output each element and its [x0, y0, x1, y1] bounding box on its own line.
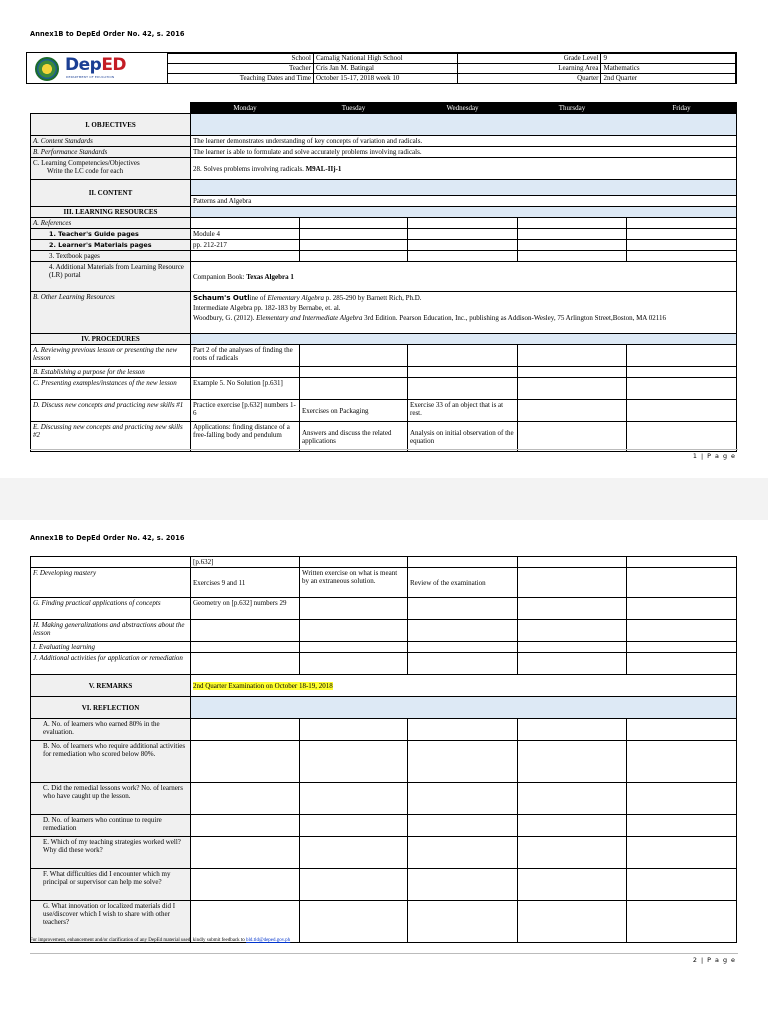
proc-i-label: I. Evaluating learning — [31, 642, 191, 653]
content-heading: II. CONTENT — [31, 180, 191, 207]
schaums-title-b: ine of — [249, 294, 268, 302]
proc-d-tuesday: Exercises on Packaging — [300, 400, 408, 422]
proc-e-tuesday: Answers and discuss the related applications — [300, 422, 408, 452]
day-wednesday: Wednesday — [408, 103, 518, 114]
content-standards-label: A. Content Standards — [31, 136, 191, 147]
other-resources-label: B. Other Learning Resources — [31, 292, 191, 334]
page-2 — [0, 520, 768, 1024]
proc-a-label: A. Reviewing previous lesson or presenting the new lesson — [31, 345, 191, 367]
proc-g-label: G. Finding practical applications of concepts — [31, 598, 191, 620]
dll-table-page1 — [30, 102, 737, 452]
competency-text: 28. Solves problems involving radicals. — [193, 164, 304, 173]
page-number-2: 2 | P a g e — [692, 956, 736, 964]
feedback-email-link[interactable]: bld.tld@deped.gov.ph — [246, 938, 291, 943]
reflection-q-f: F. What difficulties did I encounter which my principal or supervisor can help me solve? — [31, 869, 191, 901]
proc-f-label: F. Developing mastery — [31, 568, 191, 598]
cont-monday: [p.632] — [191, 557, 300, 568]
page-number-1: 1 | P a g e — [692, 452, 736, 460]
learners-materials-label: 2. Learner's Materials pages — [31, 240, 191, 251]
proc-e-monday: Applications: finding distance of a free-falling body and pendulum — [191, 422, 300, 452]
competency-code: M9AL-IIj-1 — [305, 164, 342, 173]
teachers-guide-label: 1. Teacher's Guide pages — [31, 229, 191, 240]
deped-logo: DepED — [65, 55, 127, 75]
performance-standards-text: The learner is able to formulate and solve accurately problems involving radicals. — [191, 147, 737, 158]
annex-heading-2: Annex1B to DepEd Order No. 42, s. 2016 — [30, 534, 185, 542]
day-tuesday: Tuesday — [300, 103, 408, 114]
teacher-label: Teacher — [168, 64, 314, 74]
dates-label: Teaching Dates and Time — [168, 74, 314, 84]
teacher-value: Cris Jan M. Batingal — [314, 64, 458, 74]
woodbury-ref-a: Woodbury, G. (2012). — [193, 314, 257, 322]
proc-e-wednesday: Analysis on initial observation of the equation — [408, 422, 518, 452]
proc-b-label: B. Establishing a purpose for the lesson — [31, 367, 191, 378]
proc-j-label: J. Additional activities for application or remediation — [31, 653, 191, 675]
proc-f-wednesday: Review of the examination — [408, 568, 518, 598]
days-header-row — [31, 103, 737, 114]
reflection-q-g: G. What innovation or localized materials did I use/discover which I wish to share with other teachers? — [31, 901, 191, 943]
class-info-table — [457, 53, 736, 84]
reflection-heading: VI. REFLECTION — [31, 697, 191, 719]
day-friday: Friday — [627, 103, 737, 114]
performance-standards-label: B. Performance Standards — [31, 147, 191, 158]
reflection-q-b: B. No. of learners who require additional activities for remediation who scored below 80%. — [31, 741, 191, 783]
schaums-title-a: Schaum's Outl — [193, 294, 250, 302]
reflection-q-d: D. No. of learners who continue to require remediation — [31, 815, 191, 837]
quarter-value: 2nd Quarter — [601, 74, 736, 84]
reflection-q-c: C. Did the remedial lessons work? No. of learners who have caught up the lesson. — [31, 783, 191, 815]
reflection-q-e: E. Which of my teaching strategies worked well? Why did these work? — [31, 837, 191, 869]
day-thursday: Thursday — [518, 103, 627, 114]
woodbury-ref-c: 3rd Edition. Pearson Education, Inc., publishing as Addison-Wesley, 75 Arlington Street,Boston, MA 02116 — [362, 314, 666, 322]
grade-value: 9 — [601, 54, 736, 64]
footer-rule — [30, 449, 738, 450]
competencies-sub: Write the LC code for each — [47, 167, 124, 175]
day-monday: Monday — [191, 103, 300, 114]
area-value: Mathematics — [601, 64, 736, 74]
header-box — [26, 52, 737, 84]
companion-book-title: Texas Algebra 1 — [246, 272, 294, 281]
proc-a-monday: Part 2 of the analyses of finding the roots of radicals — [191, 345, 300, 367]
textbook-pages-label: 3. Textbook pages — [31, 251, 191, 262]
woodbury-book: Elementary and Intermediate Algebra — [256, 314, 363, 322]
schaums-pages: p. 285-290 by Barnett Rich, Ph.D. — [323, 294, 422, 302]
footer-rule-2 — [30, 953, 738, 954]
school-info-table — [167, 53, 458, 84]
annex-heading: Annex1B to DepEd Order No. 42, s. 2016 — [30, 30, 185, 38]
proc-e-label: E. Discussing new concepts and practicing new skills #2 — [31, 422, 191, 452]
proc-c-label: C. Presenting examples/instances of the new lesson — [31, 378, 191, 400]
proc-f-tuesday: Written exercise on what is meant by an extraneous solution. — [300, 568, 408, 598]
intermediate-algebra-ref: Intermediate Algebra pp. 182-183 by Bernabe, et. al. — [193, 304, 341, 312]
school-value: Camalig National High School — [314, 54, 458, 64]
objectives-heading: I. OBJECTIVES — [31, 114, 191, 136]
page-gap — [0, 478, 768, 520]
deped-tagline: DEPARTMENT OF EDUCATION — [66, 75, 115, 79]
feedback-note: For improvement, enhancement and/or clarification of any DepEd material used, kindly submit feedback to bld.tld@deped.gov.ph — [30, 938, 291, 943]
competencies-label: C. Learning Competencies/Objectives — [33, 159, 140, 167]
grade-label: Grade Level — [458, 54, 601, 64]
reflection-q-a: A. No. of learners who earned 80% in the evaluation. — [31, 719, 191, 741]
quarter-label: Quarter — [458, 74, 601, 84]
proc-d-wednesday: Exercise 33 of an object that is at rest. — [408, 400, 518, 422]
remarks-text: 2nd Quarter Examination on October 18-19, 2018 — [193, 681, 333, 690]
proc-c-monday: Example 5. No Solution [p.631] — [191, 378, 300, 400]
remarks-heading: V. REMARKS — [31, 675, 191, 697]
page-1 — [0, 0, 768, 478]
references-label: A. References — [31, 218, 191, 229]
procedures-heading: IV. PROCEDURES — [31, 334, 191, 345]
proc-h-label: H. Making generalizations and abstractions about the lesson — [31, 620, 191, 642]
content-text: Patterns and Algebra — [191, 196, 737, 207]
learners-materials-value: pp. 212-217 — [191, 240, 300, 251]
dates-value: October 15-17, 2018 week 10 — [314, 74, 458, 84]
proc-d-monday: Practice exercise [p.632] numbers 1-6 — [191, 400, 300, 422]
resources-heading: III. LEARNING RESOURCES — [31, 207, 191, 218]
deped-seal-icon — [35, 57, 59, 81]
school-label: School — [168, 54, 314, 64]
additional-materials-label: 4. Additional Materials from Learning Resource (LR) portal — [31, 262, 191, 292]
content-standards-text: The learner demonstrates understanding of key concepts of variation and radicals. — [191, 136, 737, 147]
proc-g-monday: Geometry on [p.632] numbers 29 — [191, 598, 300, 620]
proc-f-monday: Exercises 9 and 11 — [191, 568, 300, 598]
proc-d-label: D. Discuss new concepts and practicing new skills #1 — [31, 400, 191, 422]
teachers-guide-value: Module 4 — [191, 229, 300, 240]
dll-table-page2 — [30, 556, 737, 943]
area-label: Learning Area — [458, 64, 601, 74]
schaums-book: Elementary Algebra — [267, 294, 324, 302]
companion-book-prefix: Companion Book: — [193, 272, 247, 281]
